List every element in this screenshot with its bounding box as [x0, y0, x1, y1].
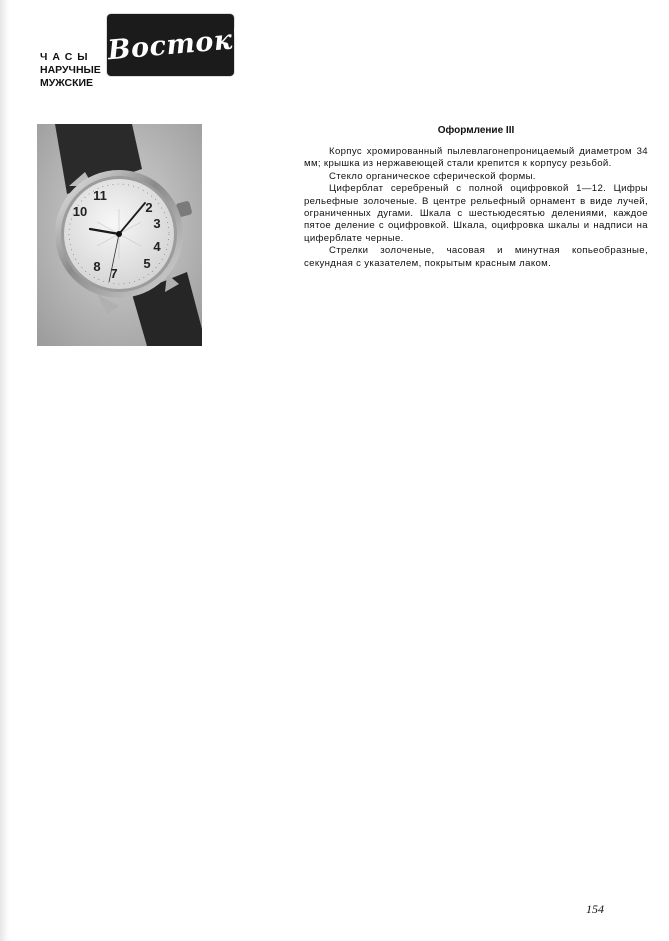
dial-numeral-4: 4 — [153, 239, 161, 254]
paragraph-hands: Стрелки золоченые, часовая и минутная копьеобразные, секундная с указателем, покрытым красным лаком. — [304, 245, 648, 269]
dial-numeral-7: 7 — [110, 266, 118, 281]
dial-numeral-11: 11 — [93, 188, 107, 203]
dial-numeral-3: 3 — [153, 216, 161, 231]
dial-numeral-10: 10 — [72, 204, 88, 219]
paragraph-dial: Циферблат серебреный с полной оцифровкой 1—12. Цифры рельефные золоченые. В центре рельефный орнамент в виде лучей, ограниченных дугами. Шкала с шестьюдесятью делениями, каждое пятое деление с оцифровкой. Шкала, оцифровка шкалы и надписи на циферблате черные. — [304, 183, 648, 244]
dial-numeral-8: 8 — [93, 259, 101, 274]
category-line-3: МУЖСКИЕ — [40, 77, 94, 89]
category-line-1: ЧАСЫ — [40, 51, 93, 63]
watch-photo-image — [37, 124, 202, 346]
vostok-logo — [92, 14, 249, 76]
brand-logo-text: "Восток" — [92, 22, 249, 68]
paragraph-glass: Стекло органическое сферической формы. — [329, 170, 536, 182]
category-line-2: НАРУЧНЫЕ — [40, 64, 101, 76]
dial-numeral-2: 2 — [145, 200, 153, 215]
watch-photo — [37, 124, 202, 346]
category-heading — [40, 51, 101, 90]
paragraph-case: Корпус хромированный пылевлагонепроницаемый диаметром 34 мм; крышка из нержавеющей стали крепится к корпусу резьбой. — [304, 146, 648, 170]
section-title: Оформление III — [437, 125, 515, 136]
dial-numeral-5: 5 — [143, 256, 151, 271]
page-edge — [0, 0, 10, 941]
article-body — [304, 146, 648, 270]
page-number: 154 — [586, 902, 604, 916]
